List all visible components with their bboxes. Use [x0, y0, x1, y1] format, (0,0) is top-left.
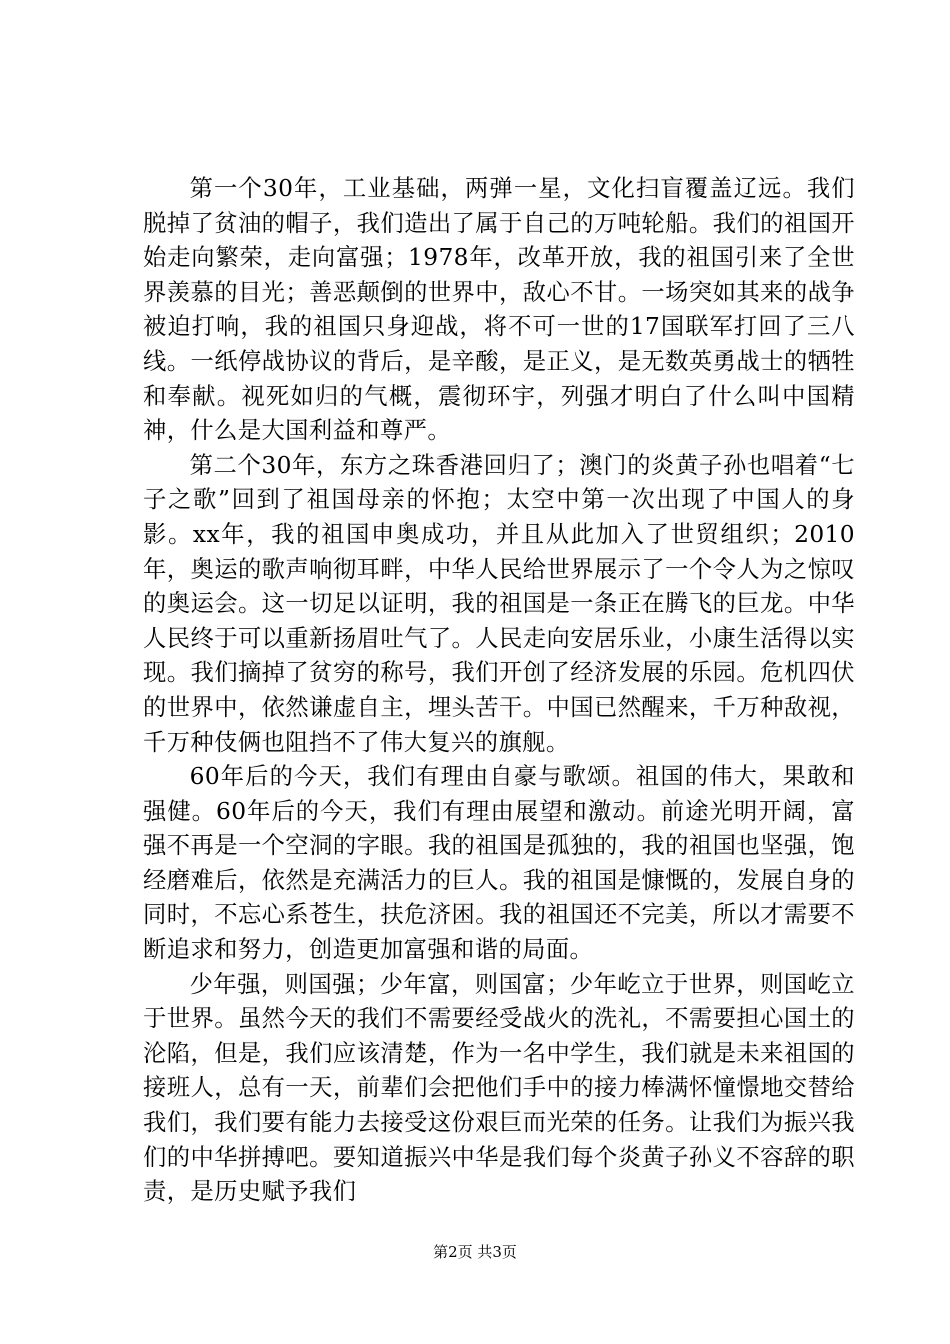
- page-number-footer: 第2页 共3页: [433, 1243, 517, 1261]
- document-body: [143, 172, 855, 1210]
- paragraph-60-years-later: 60年后的今天，我们有理由自豪与歌颂。祖国的伟大，果敢和强健。60年后的今天，我们有理由展望和激动。前途光明开阔，富强不再是一个空洞的字眼。我的祖国是孤独的，我的祖国也坚强，饱经磨难后，依然是充满活力的巨人。我的祖国是慷慨的，发展自身的同时，不忘心系苍生，扶危济困。我的祖国还不完美，所以才需要不断追求和努力，创造更加富强和谐的局面。: [143, 763, 855, 964]
- paragraph-youth: 少年强，则国强；少年富，则国富；少年屹立于世界，则国屹立于世界。虽然今天的我们不需要经受战火的洗礼，不需要担心国土的沦陷，但是，我们应该清楚，作为一名中学生，我们就是未来祖国的接班人，总有一天，前辈们会把他们手中的接力棒满怀憧憬地交替给我们，我们要有能力去接受这份艰巨而光荣的任务。让我们为振兴我们的中华拼搏吧。要知道振兴中华是我们每个炎黄子孙义不容辞的职责，是历史赋予我们: [143, 970, 855, 1206]
- paragraph-second-30-years: 第二个30年，东方之珠香港回归了；澳门的炎黄子孙也唱着“七子之歌”回到了祖国母亲的怀抱；太空中第一次出现了中国人的身影。xx年，我的祖国申奥成功，并且从此加入了世贸组织；2010年，奥运的歌声响彻耳畔，中华人民给世界展示了一个令人为之惊叹的奥运会。这一切足以证明，我的祖国是一条正在腾飞的巨龙。中华人民终于可以重新扬眉吐气了。人民走向安居乐业，小康生活得以实现。我们摘掉了贫穷的称号，我们开创了经济发展的乐园。危机四伏的世界中，依然谦虚自主，埋头苦干。中国已然醒来，千万种敌视，千万种伎俩也阻挡不了伟大复兴的旗舰。: [143, 451, 855, 756]
- paragraph-first-30-years: 第一个30年，工业基础，两弹一星，文化扫盲覆盖辽远。我们脱掉了贫油的帽子，我们造出了属于自己的万吨轮船。我们的祖国开始走向繁荣，走向富强；1978年，改革开放，我的祖国引来了全世界羡慕的目光；善恶颠倒的世界中，敌心不甘。一场突如其来的战争被迫打响，我的祖国只身迎战，将不可一世的17国联军打回了三八线。一纸停战协议的背后，是辛酸，是正义，是无数英勇战士的牺牲和奉献。视死如归的气概，震彻环宇，列强才明白了什么叫中国精神，什么是大国利益和尊严。: [143, 175, 855, 445]
